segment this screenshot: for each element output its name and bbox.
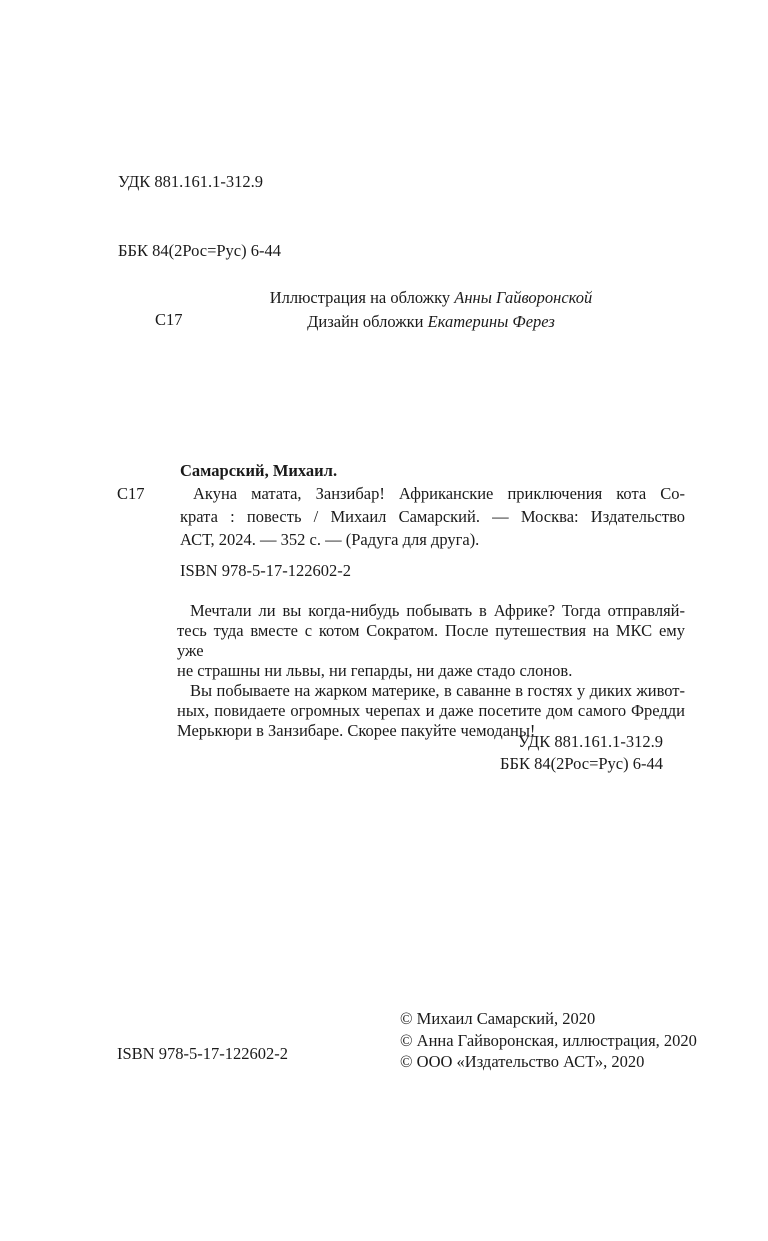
bbk-code: ББК 84(2Рос=Рус) 6-44	[118, 241, 281, 260]
annotation-paragraph	[177, 601, 685, 681]
design-credit	[177, 310, 685, 334]
annotation-line: Мерькюри в Занзибаре. Скорее пакуйте чемоданы!	[177, 721, 536, 740]
design-credit-label: Дизайн обложки	[307, 312, 428, 331]
author-sign: С17	[155, 310, 183, 329]
annotation	[177, 601, 685, 741]
copyright-author: © Михаил Самарский, 2020	[400, 1009, 596, 1028]
isbn-footer: ISBN 978-5-17-122602-2	[117, 1044, 288, 1063]
catalog-line: Акуна матата, Занзибар! Африканские приключения кота Со-	[193, 484, 685, 503]
illustration-credit	[177, 286, 685, 310]
catalog-entry	[117, 482, 685, 551]
annotation-line: Мечтали ли вы когда-нибудь побывать в Африке? Тогда отправляй-	[190, 601, 685, 620]
illustration-credit-label: Иллюстрация на обложку	[269, 288, 455, 307]
catalog-description	[180, 482, 685, 551]
annotation-line: ных, повидаете огромных черепах и даже посетите дом самого Фредди	[177, 701, 685, 720]
udk-code-repeat: УДК 881.161.1-312.9	[517, 732, 663, 751]
annotation-line: не страшны ни львы, ни гепарды, ни даже стадо слонов.	[177, 661, 573, 680]
designer-name: Екатерины Ферез	[427, 312, 555, 331]
top-classification-codes	[118, 124, 281, 377]
catalog-author-sign: С17	[117, 484, 145, 503]
bottom-classification-codes	[500, 731, 663, 775]
isbn-middle: ISBN 978-5-17-122602-2	[180, 561, 351, 580]
bbk-code-repeat: ББК 84(2Рос=Рус) 6-44	[500, 754, 663, 773]
copyright-block	[400, 1008, 697, 1073]
udk-code: УДК 881.161.1-312.9	[118, 172, 264, 191]
copyright-publisher: © ООО «Издательство АСТ», 2020	[400, 1052, 645, 1071]
annotation-line: тесь туда вместе с котом Сократом. После путешествия на МКС ему уже	[177, 621, 685, 660]
annotation-line: Вы побываете на жарком материке, в саванне в гостях у диких живот-	[190, 681, 685, 700]
illustrator-name: Анны Гайворонской	[454, 288, 593, 307]
copyright-illustrator: © Анна Гайворонская, иллюстрация, 2020	[400, 1030, 697, 1050]
catalog-line: крата : повесть / Михаил Самарский. — Москва: Издательство	[180, 507, 685, 526]
catalog-card	[117, 459, 685, 551]
cover-credits	[177, 286, 685, 334]
catalog-author: Самарский, Михаил.	[180, 461, 338, 480]
catalog-line: АСТ, 2024. — 352 с. — (Радуга для друга).	[180, 530, 480, 549]
